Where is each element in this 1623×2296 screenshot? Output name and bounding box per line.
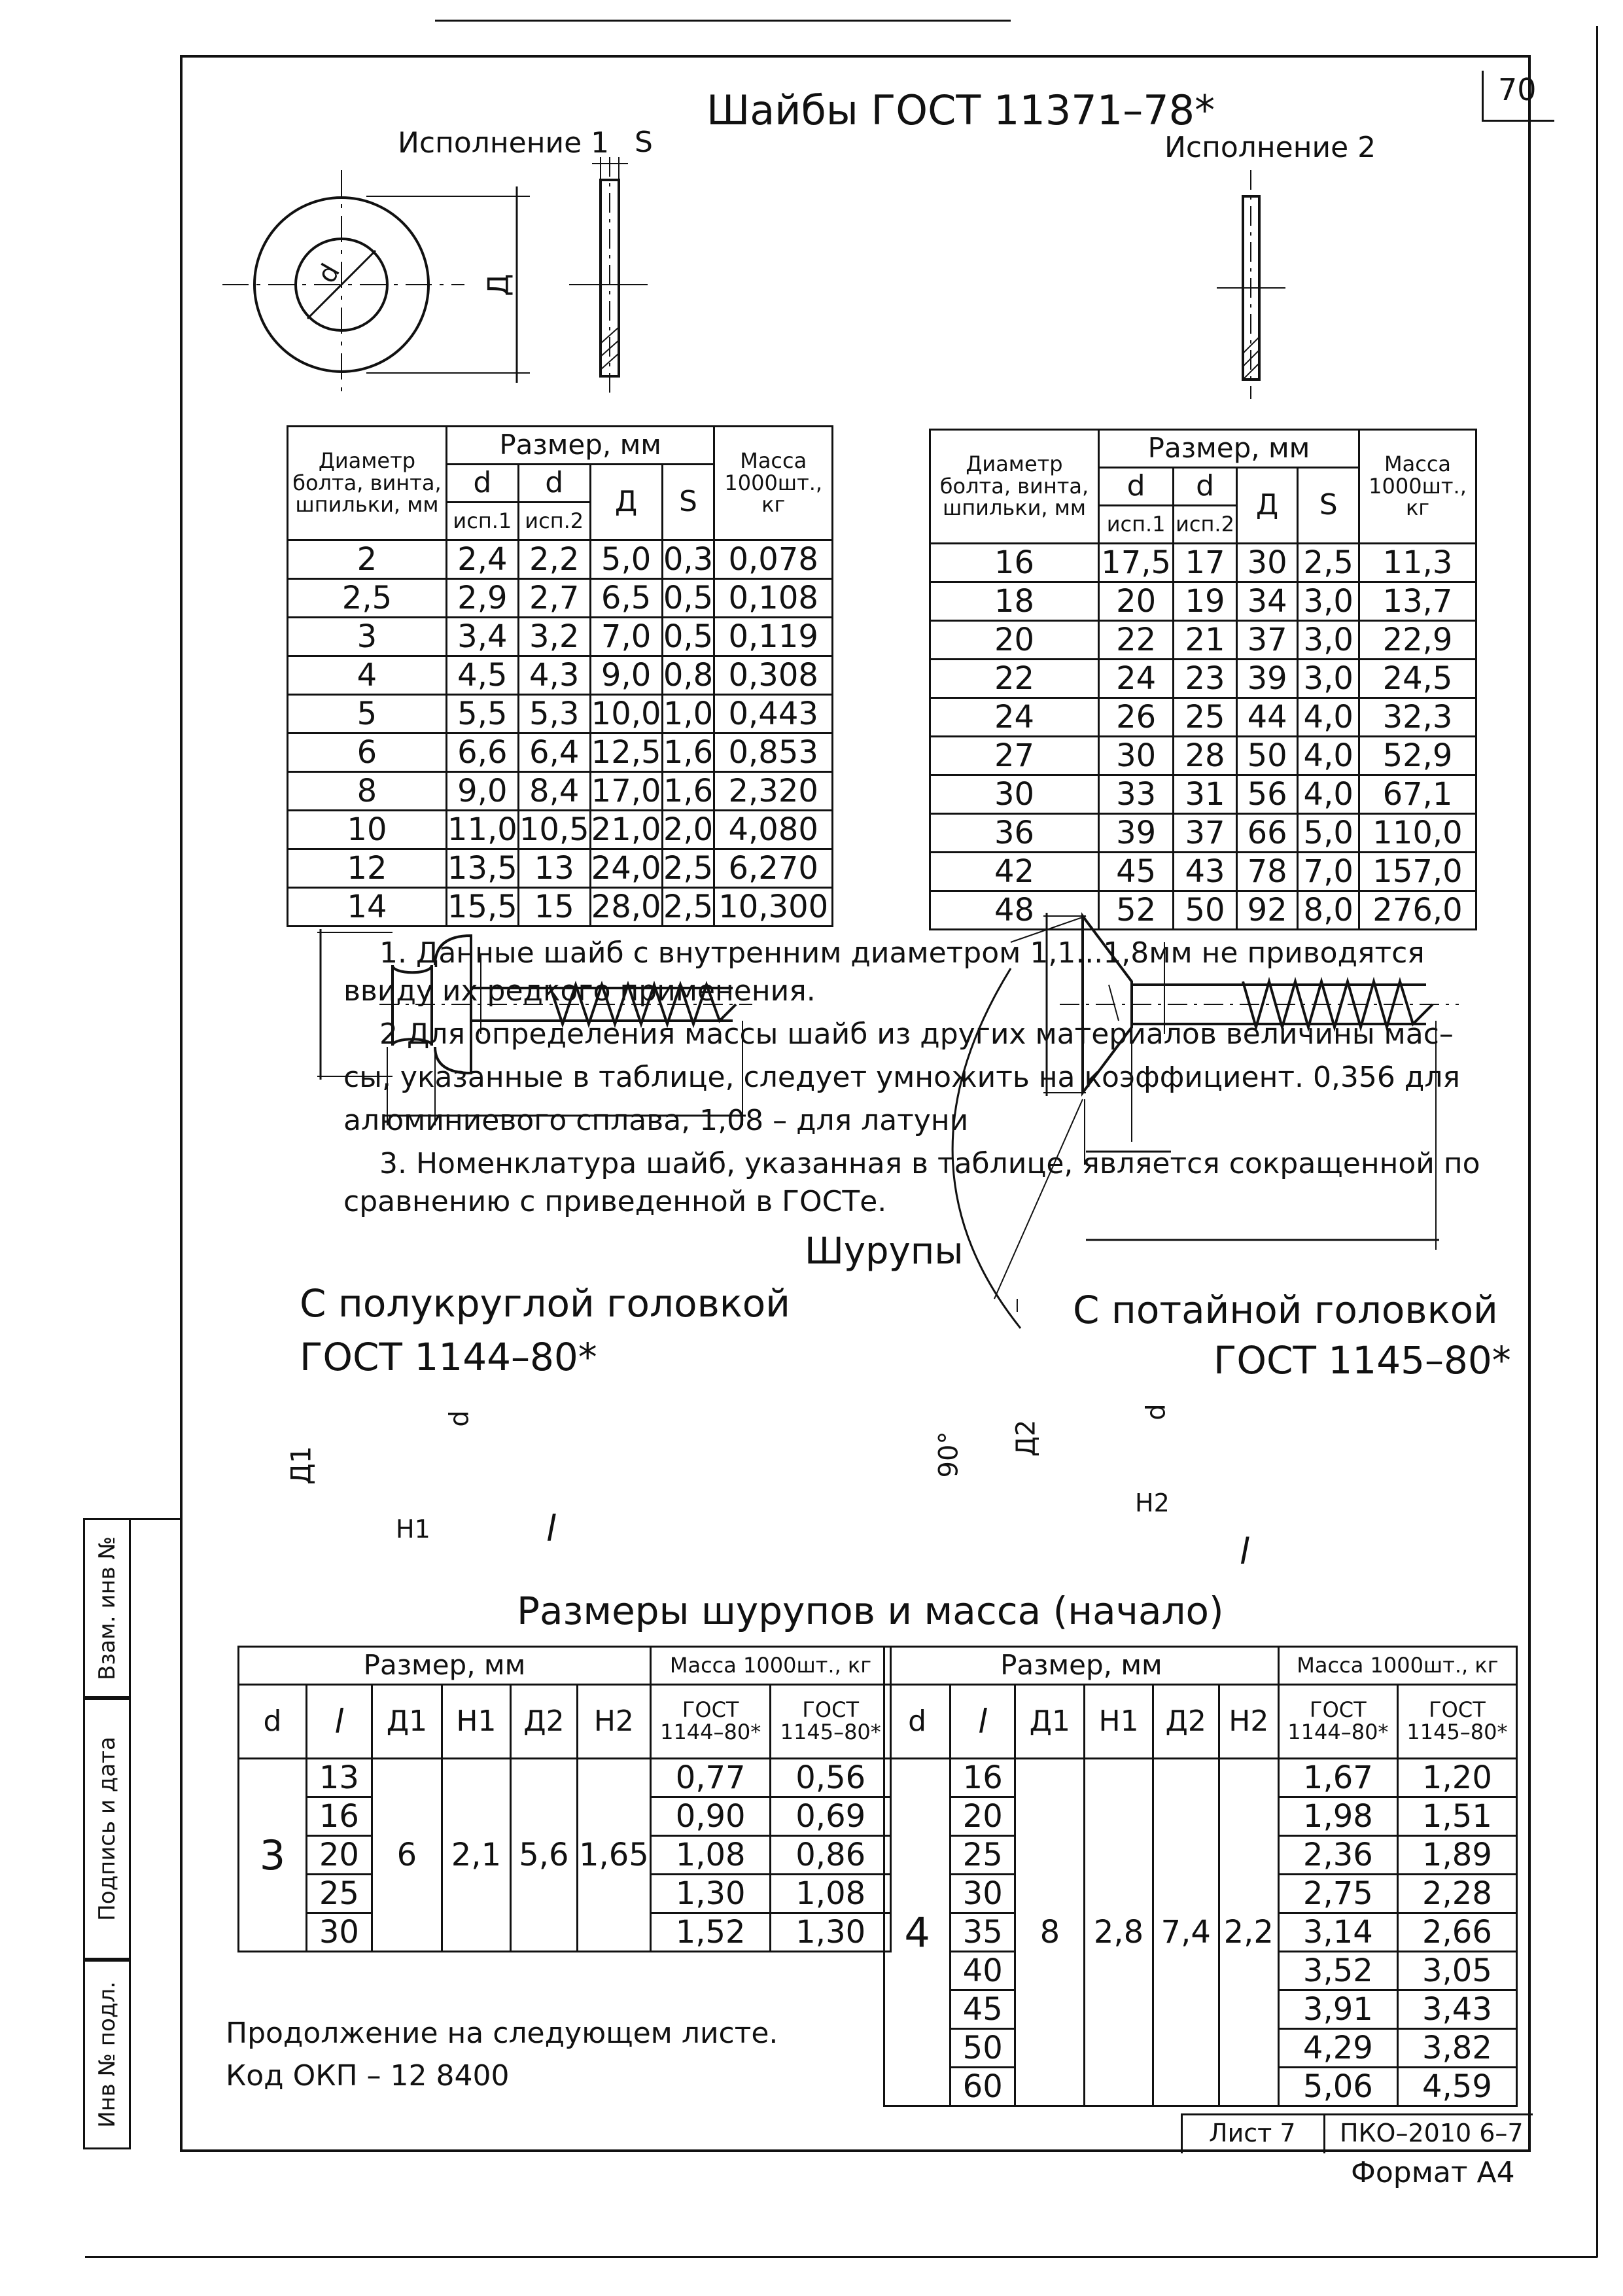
table-cell: 3 xyxy=(288,618,447,656)
table-cell: 37 xyxy=(1236,621,1298,660)
table-cell: 0,078 xyxy=(714,540,833,579)
table-cell: 32,3 xyxy=(1359,698,1476,737)
table-cell: 92 xyxy=(1236,891,1298,930)
note-line: ввиду их редкого применения. xyxy=(343,974,816,1008)
table-cell: 2,5 xyxy=(288,579,447,618)
table-cell: 1,08 xyxy=(650,1836,771,1875)
hdr-screw-D1-r: Д1 xyxy=(1015,1685,1085,1759)
table-cell: 0,77 xyxy=(650,1759,771,1797)
table-cell: 30 xyxy=(951,1875,1015,1913)
table-cell: 0,3 xyxy=(663,541,714,578)
table-cell: 1,6 xyxy=(663,734,714,771)
screws-left-body xyxy=(239,1759,891,1952)
table-cell: 1,6 xyxy=(663,773,714,809)
table-cell: 12,5 xyxy=(591,734,661,771)
variant-1-label: Исполнение 1 xyxy=(398,126,610,160)
table-cell: 4,5 xyxy=(446,656,518,695)
table-cell: 2,5 xyxy=(1298,544,1359,582)
table-cell: 2,5 xyxy=(663,850,714,887)
table-cell: 13 xyxy=(306,1759,372,1797)
table-cell: 27 xyxy=(930,737,1099,775)
table-cell: 48 xyxy=(930,891,1099,930)
table-cell: 6 xyxy=(372,1759,442,1952)
note-line: 1. Данные шайб с внутренним диаметром 1,1...1,8мм не приводятся xyxy=(379,936,1425,970)
table-cell: 0,5 xyxy=(663,618,714,655)
table-cell: 50 xyxy=(1236,737,1298,775)
table-cell: 17,5 xyxy=(1098,544,1173,582)
table-cell: 1,20 xyxy=(1397,1759,1516,1797)
table-cell: 4 xyxy=(288,656,447,695)
table-cell: 34 xyxy=(1236,582,1298,621)
hdr-screw-l-r: l xyxy=(951,1685,1015,1759)
table-cell: 17,0 xyxy=(591,773,661,809)
hdr-screw-d-r: d xyxy=(884,1685,951,1759)
table-cell: 4,3 xyxy=(518,656,590,695)
table-cell: 3,52 xyxy=(1278,1952,1397,1990)
table-cell: 26 xyxy=(1098,698,1173,737)
table-cell: 276,0 xyxy=(1359,891,1476,930)
table-cell: 1,30 xyxy=(650,1875,771,1913)
table-cell: 17 xyxy=(1174,544,1237,582)
table-cell: 35 xyxy=(951,1913,1015,1952)
table-cell: 9,0 xyxy=(590,656,662,695)
table-cell: 33 xyxy=(1098,775,1173,814)
table-cell: 4,0 xyxy=(1298,775,1359,814)
table-cell: 60 xyxy=(951,2068,1015,2106)
table-cell: 1,08 xyxy=(771,1875,891,1913)
table-cell: 0,443 xyxy=(714,695,833,733)
table-cell: 1,0 xyxy=(663,696,714,732)
table-cell: 30 xyxy=(1098,737,1173,775)
table-cell: 3,2 xyxy=(518,618,590,656)
hdr-diameter-r: Диаметр болта, винта, шпильки, мм xyxy=(930,430,1099,544)
table-cell: 3,4 xyxy=(446,618,518,656)
table-cell: 44 xyxy=(1236,698,1298,737)
hdr-screw-D2-r: Д2 xyxy=(1153,1685,1219,1759)
table-cell: 24 xyxy=(1098,660,1173,698)
table-cell: 78 xyxy=(1236,853,1298,891)
doc-code: ПКО–2010 6–7 xyxy=(1340,2119,1524,2147)
table-cell: 1,65 xyxy=(577,1759,650,1952)
hdr-screw-g1144: ГОСТ 1144–80* xyxy=(650,1685,771,1759)
hdr-screw-mass-r: Масса 1000шт., кг xyxy=(1278,1647,1516,1685)
hdr-screw-D2: Д2 xyxy=(510,1685,577,1759)
dim-D1-label: Д1 xyxy=(285,1445,317,1485)
table-cell: 28 xyxy=(1174,737,1237,775)
table-cell: 67,1 xyxy=(1359,775,1476,814)
table-cell: 1,51 xyxy=(1397,1797,1516,1836)
hdr-screw-H1: H1 xyxy=(442,1685,510,1759)
table-cell: 0,56 xyxy=(771,1759,891,1797)
table-cell: 7,4 xyxy=(1153,1759,1219,2106)
table-cell: 0,69 xyxy=(771,1797,891,1836)
table-cell: 22,9 xyxy=(1359,621,1476,660)
table-cell: 31 xyxy=(1174,775,1237,814)
table-cell: 9,0 xyxy=(446,772,518,811)
table-cell: 10 xyxy=(288,811,447,849)
hdr-screw-d: d xyxy=(239,1685,307,1759)
table-cell: 6 xyxy=(288,733,447,772)
table-cell: 20 xyxy=(1098,582,1173,621)
table-cell: 52 xyxy=(1098,891,1173,930)
hdr-diameter: Диаметр болта, винта, шпильки, мм xyxy=(288,427,447,540)
dim-d-label: d xyxy=(311,258,346,289)
table-cell: 5 xyxy=(288,695,447,733)
table-cell: 10,0 xyxy=(591,696,661,732)
table-cell: 22 xyxy=(930,660,1099,698)
table-cell: 5,3 xyxy=(518,695,590,733)
table-cell: 1,89 xyxy=(1397,1836,1516,1875)
table-cell: 5,0 xyxy=(1298,814,1359,853)
hdr-screw-mass: Масса 1000шт., кг xyxy=(650,1647,890,1685)
table-cell: 2,2 xyxy=(1219,1759,1278,2106)
table-cell: 2,8 xyxy=(1085,1759,1153,2106)
table-cell: 15,5 xyxy=(447,889,517,925)
table-cell: 21,0 xyxy=(591,811,661,848)
table-cell: 2,2 xyxy=(518,540,590,579)
table-cell: 23 xyxy=(1174,660,1237,698)
table-cell: 14 xyxy=(288,888,447,927)
hdr-screw-l: l xyxy=(306,1685,372,1759)
hdr-size-r: Размер, мм xyxy=(1098,430,1359,468)
hdr-S-r: S xyxy=(1298,468,1359,544)
hdr-screw-size: Размер, мм xyxy=(239,1647,651,1685)
screws-table-right xyxy=(883,1646,1518,2107)
dim-d-label-screw2: d xyxy=(1141,1404,1172,1421)
table-cell: 0,8 xyxy=(663,657,714,694)
dim-l-label-2: l xyxy=(1240,1531,1250,1572)
table-cell: 20 xyxy=(930,621,1099,660)
table-cell: 10,300 xyxy=(714,888,833,927)
table-cell: 5,06 xyxy=(1278,2068,1397,2106)
table-cell: 3,0 xyxy=(1298,582,1359,621)
hdr-d1: d xyxy=(446,465,518,503)
hdr-screw-H1-r: H1 xyxy=(1085,1685,1153,1759)
sheet-number: 70 xyxy=(1498,72,1537,107)
dim-l-label-1: l xyxy=(546,1508,557,1549)
table-cell: 15 xyxy=(518,888,590,927)
table-cell: 28,0 xyxy=(591,889,661,925)
screws-table-left xyxy=(237,1646,892,1952)
table-cell: 4,29 xyxy=(1278,2029,1397,2068)
table-row xyxy=(884,1759,1517,1797)
table-cell: 52,9 xyxy=(1359,737,1476,775)
table-cell: 4 xyxy=(884,1759,951,2106)
table-cell: 4,0 xyxy=(1298,698,1359,737)
title-block-divider xyxy=(1323,2115,1325,2153)
continued-note: Продолжение на следующем листе. xyxy=(226,2017,778,2050)
table-cell: 25 xyxy=(951,1836,1015,1875)
dim-D-label: Д xyxy=(481,274,515,296)
csk-head-title-2: ГОСТ 1145–80* xyxy=(1213,1338,1511,1383)
hdr-screw-H2-r: H2 xyxy=(1219,1685,1278,1759)
table-cell: 2,7 xyxy=(518,579,590,618)
note-line: алюминиевого сплава, 1,08 – для латуни xyxy=(343,1104,969,1137)
table-cell: 2,5 xyxy=(663,889,714,925)
table-cell: 16 xyxy=(306,1797,372,1836)
table-cell: 0,90 xyxy=(650,1797,771,1836)
table-cell: 4,0 xyxy=(1298,737,1359,775)
side-stamp-podpis: Подпись и дата xyxy=(83,1698,131,1960)
table-cell: 0,308 xyxy=(714,656,833,695)
dim-s-label: S xyxy=(635,126,653,159)
hdr-mass-r: Масса 1000шт., кг xyxy=(1359,430,1476,544)
table-cell: 6,4 xyxy=(518,733,590,772)
hdr-isp2-r: исп.2 xyxy=(1174,506,1237,544)
table-cell: 6,6 xyxy=(446,733,518,772)
table-cell: 110,0 xyxy=(1359,814,1476,853)
hdr-isp2: исп.2 xyxy=(518,503,590,540)
dim-H1-label: H1 xyxy=(396,1515,430,1544)
screws-right-body xyxy=(884,1759,1517,2106)
table-cell: 1,98 xyxy=(1278,1797,1397,1836)
table-cell: 4,080 xyxy=(714,811,833,849)
hdr-size: Размер, мм xyxy=(446,427,714,465)
table-cell: 8 xyxy=(288,772,447,811)
table-cell: 36 xyxy=(930,814,1099,853)
table-cell: 8,0 xyxy=(1298,891,1359,930)
table-cell: 3 xyxy=(239,1759,307,1952)
table-cell: 30 xyxy=(306,1913,372,1952)
angle-label: 90° xyxy=(934,1431,964,1478)
title-block xyxy=(1181,2113,1533,2153)
table-cell: 4,59 xyxy=(1397,2068,1516,2106)
table-cell: 3,0 xyxy=(1298,621,1359,660)
table-cell: 2,320 xyxy=(714,772,833,811)
table-cell: 37 xyxy=(1174,814,1237,853)
table-cell: 2,66 xyxy=(1397,1913,1516,1952)
hdr-isp1: исп.1 xyxy=(446,503,518,540)
side-stamp-vzam: Взам. инв № xyxy=(83,1518,131,1698)
side-stamp-inv: Инв № подл. xyxy=(83,1960,131,2149)
table-cell: 43 xyxy=(1174,853,1237,891)
screws-table-title: Размеры шурупов и масса (начало) xyxy=(517,1589,1224,1633)
dim-D2-label: Д2 xyxy=(1011,1419,1041,1457)
table-cell: 11,3 xyxy=(1359,544,1476,582)
hdr-screw-size-r: Размер, мм xyxy=(884,1647,1279,1685)
table-cell: 5,0 xyxy=(590,540,662,579)
dim-H2-label: H2 xyxy=(1135,1489,1170,1517)
table-cell: 56 xyxy=(1236,775,1298,814)
hdr-screw-g1145-r: ГОСТ 1145–80* xyxy=(1397,1685,1516,1759)
table-cell: 66 xyxy=(1236,814,1298,853)
table-cell: 50 xyxy=(1174,891,1237,930)
note-line: 3. Номенклатура шайб, указанная в таблице, является сокращенной по xyxy=(379,1147,1480,1180)
table-cell: 2 xyxy=(288,540,447,579)
table-cell: 1,52 xyxy=(650,1913,771,1952)
table-row xyxy=(239,1759,891,1797)
table-cell: 5,5 xyxy=(446,695,518,733)
table-cell: 6,5 xyxy=(590,579,662,618)
table-cell: 2,0 xyxy=(663,811,714,848)
table-cell: 2,4 xyxy=(446,540,518,579)
table-cell: 30 xyxy=(1236,544,1298,582)
table-cell: 0,86 xyxy=(771,1836,891,1875)
table-cell: 20 xyxy=(951,1797,1015,1836)
table-cell: 1,67 xyxy=(1278,1759,1397,1797)
table-cell: 11,0 xyxy=(447,811,517,848)
okp-code: Код ОКП – 12 8400 xyxy=(226,2059,510,2093)
table-cell: 16 xyxy=(930,544,1099,582)
table-cell: 19 xyxy=(1174,582,1237,621)
table-cell: 21 xyxy=(1174,621,1237,660)
table-cell: 7,0 xyxy=(590,618,662,656)
screws-title: Шурупы xyxy=(805,1230,964,1273)
table-cell: 24,5 xyxy=(1359,660,1476,698)
washers-title: Шайбы ГОСТ 11371–78* xyxy=(707,86,1215,134)
hdr-D: Д xyxy=(590,465,662,540)
table-cell: 0,853 xyxy=(714,733,833,772)
hdr-d1-r: d xyxy=(1098,468,1173,506)
table-cell: 2,28 xyxy=(1397,1875,1516,1913)
table-cell: 2,75 xyxy=(1278,1875,1397,1913)
table-cell: 2,36 xyxy=(1278,1836,1397,1875)
sheet-label: Лист 7 xyxy=(1209,2119,1296,2147)
table-cell: 18 xyxy=(930,582,1099,621)
table-cell: 22 xyxy=(1098,621,1173,660)
note-line: 2 Для определения массы шайб из других материалов величины мас– xyxy=(379,1017,1454,1051)
variant-2-label: Исполнение 2 xyxy=(1164,131,1376,164)
hdr-isp1-r: исп.1 xyxy=(1098,506,1173,544)
table-cell: 0,5 xyxy=(663,580,714,616)
table-cell: 1,30 xyxy=(771,1913,891,1952)
table-cell: 0,108 xyxy=(714,579,833,618)
round-head-title-2: ГОСТ 1144–80* xyxy=(300,1335,597,1379)
table-cell: 42 xyxy=(930,853,1099,891)
hdr-screw-D1: Д1 xyxy=(372,1685,442,1759)
table-cell: 3,14 xyxy=(1278,1913,1397,1952)
table-cell: 157,0 xyxy=(1359,853,1476,891)
table-cell: 8,4 xyxy=(518,772,590,811)
table-cell: 10,5 xyxy=(519,811,589,848)
table-cell: 3,91 xyxy=(1278,1990,1397,2029)
table-cell: 2,9 xyxy=(446,579,518,618)
hdr-S: S xyxy=(662,465,714,540)
hdr-screw-g1144-r: ГОСТ 1144–80* xyxy=(1278,1685,1397,1759)
table-cell: 50 xyxy=(951,2029,1015,2068)
table-cell: 39 xyxy=(1236,660,1298,698)
hdr-mass: Масса 1000шт., кг xyxy=(714,427,833,540)
table-cell: 24,0 xyxy=(591,850,661,887)
csk-head-title-1: С потайной головкой xyxy=(1073,1288,1498,1332)
table-cell: 3,0 xyxy=(1298,660,1359,698)
hdr-D-r: Д xyxy=(1236,468,1298,544)
hdr-d2: d xyxy=(518,465,590,503)
table-cell: 13,7 xyxy=(1359,582,1476,621)
table-cell: 12 xyxy=(288,849,447,888)
table-cell: 7,0 xyxy=(1298,853,1359,891)
table-cell: 45 xyxy=(1098,853,1173,891)
table-cell: 25 xyxy=(306,1875,372,1913)
hdr-screw-g1145: ГОСТ 1145–80* xyxy=(771,1685,891,1759)
table-cell: 25 xyxy=(1174,698,1237,737)
table-cell: 0,119 xyxy=(714,618,833,656)
round-head-title-1: С полукруглой головкой xyxy=(300,1281,790,1326)
table-cell: 24 xyxy=(930,698,1099,737)
note-line: сравнению с приведенной в ГОСТе. xyxy=(343,1185,887,1218)
table-cell: 5,6 xyxy=(510,1759,577,1952)
hdr-d2-r: d xyxy=(1174,468,1237,506)
table-cell: 3,43 xyxy=(1397,1990,1516,2029)
table-cell: 13 xyxy=(518,849,590,888)
table-cell: 40 xyxy=(951,1952,1015,1990)
dim-d-label-screw1: d xyxy=(444,1410,475,1427)
table-cell: 3,82 xyxy=(1397,2029,1516,2068)
table-cell: 39 xyxy=(1098,814,1173,853)
table-cell: 16 xyxy=(951,1759,1015,1797)
table-cell: 20 xyxy=(306,1836,372,1875)
table-cell: 2,1 xyxy=(442,1759,510,1952)
format-label: Формат А4 xyxy=(1351,2156,1515,2189)
note-line: сы, указанные в таблице, следует умножить на коэффициент. 0,356 для xyxy=(343,1061,1460,1094)
table-cell: 6,270 xyxy=(714,849,833,888)
table-cell: 3,05 xyxy=(1397,1952,1516,1990)
table-cell: 30 xyxy=(930,775,1099,814)
table-cell: 13,5 xyxy=(447,850,517,887)
table-cell: 8 xyxy=(1015,1759,1085,2106)
hdr-screw-H2: H2 xyxy=(577,1685,650,1759)
table-cell: 45 xyxy=(951,1990,1015,2029)
